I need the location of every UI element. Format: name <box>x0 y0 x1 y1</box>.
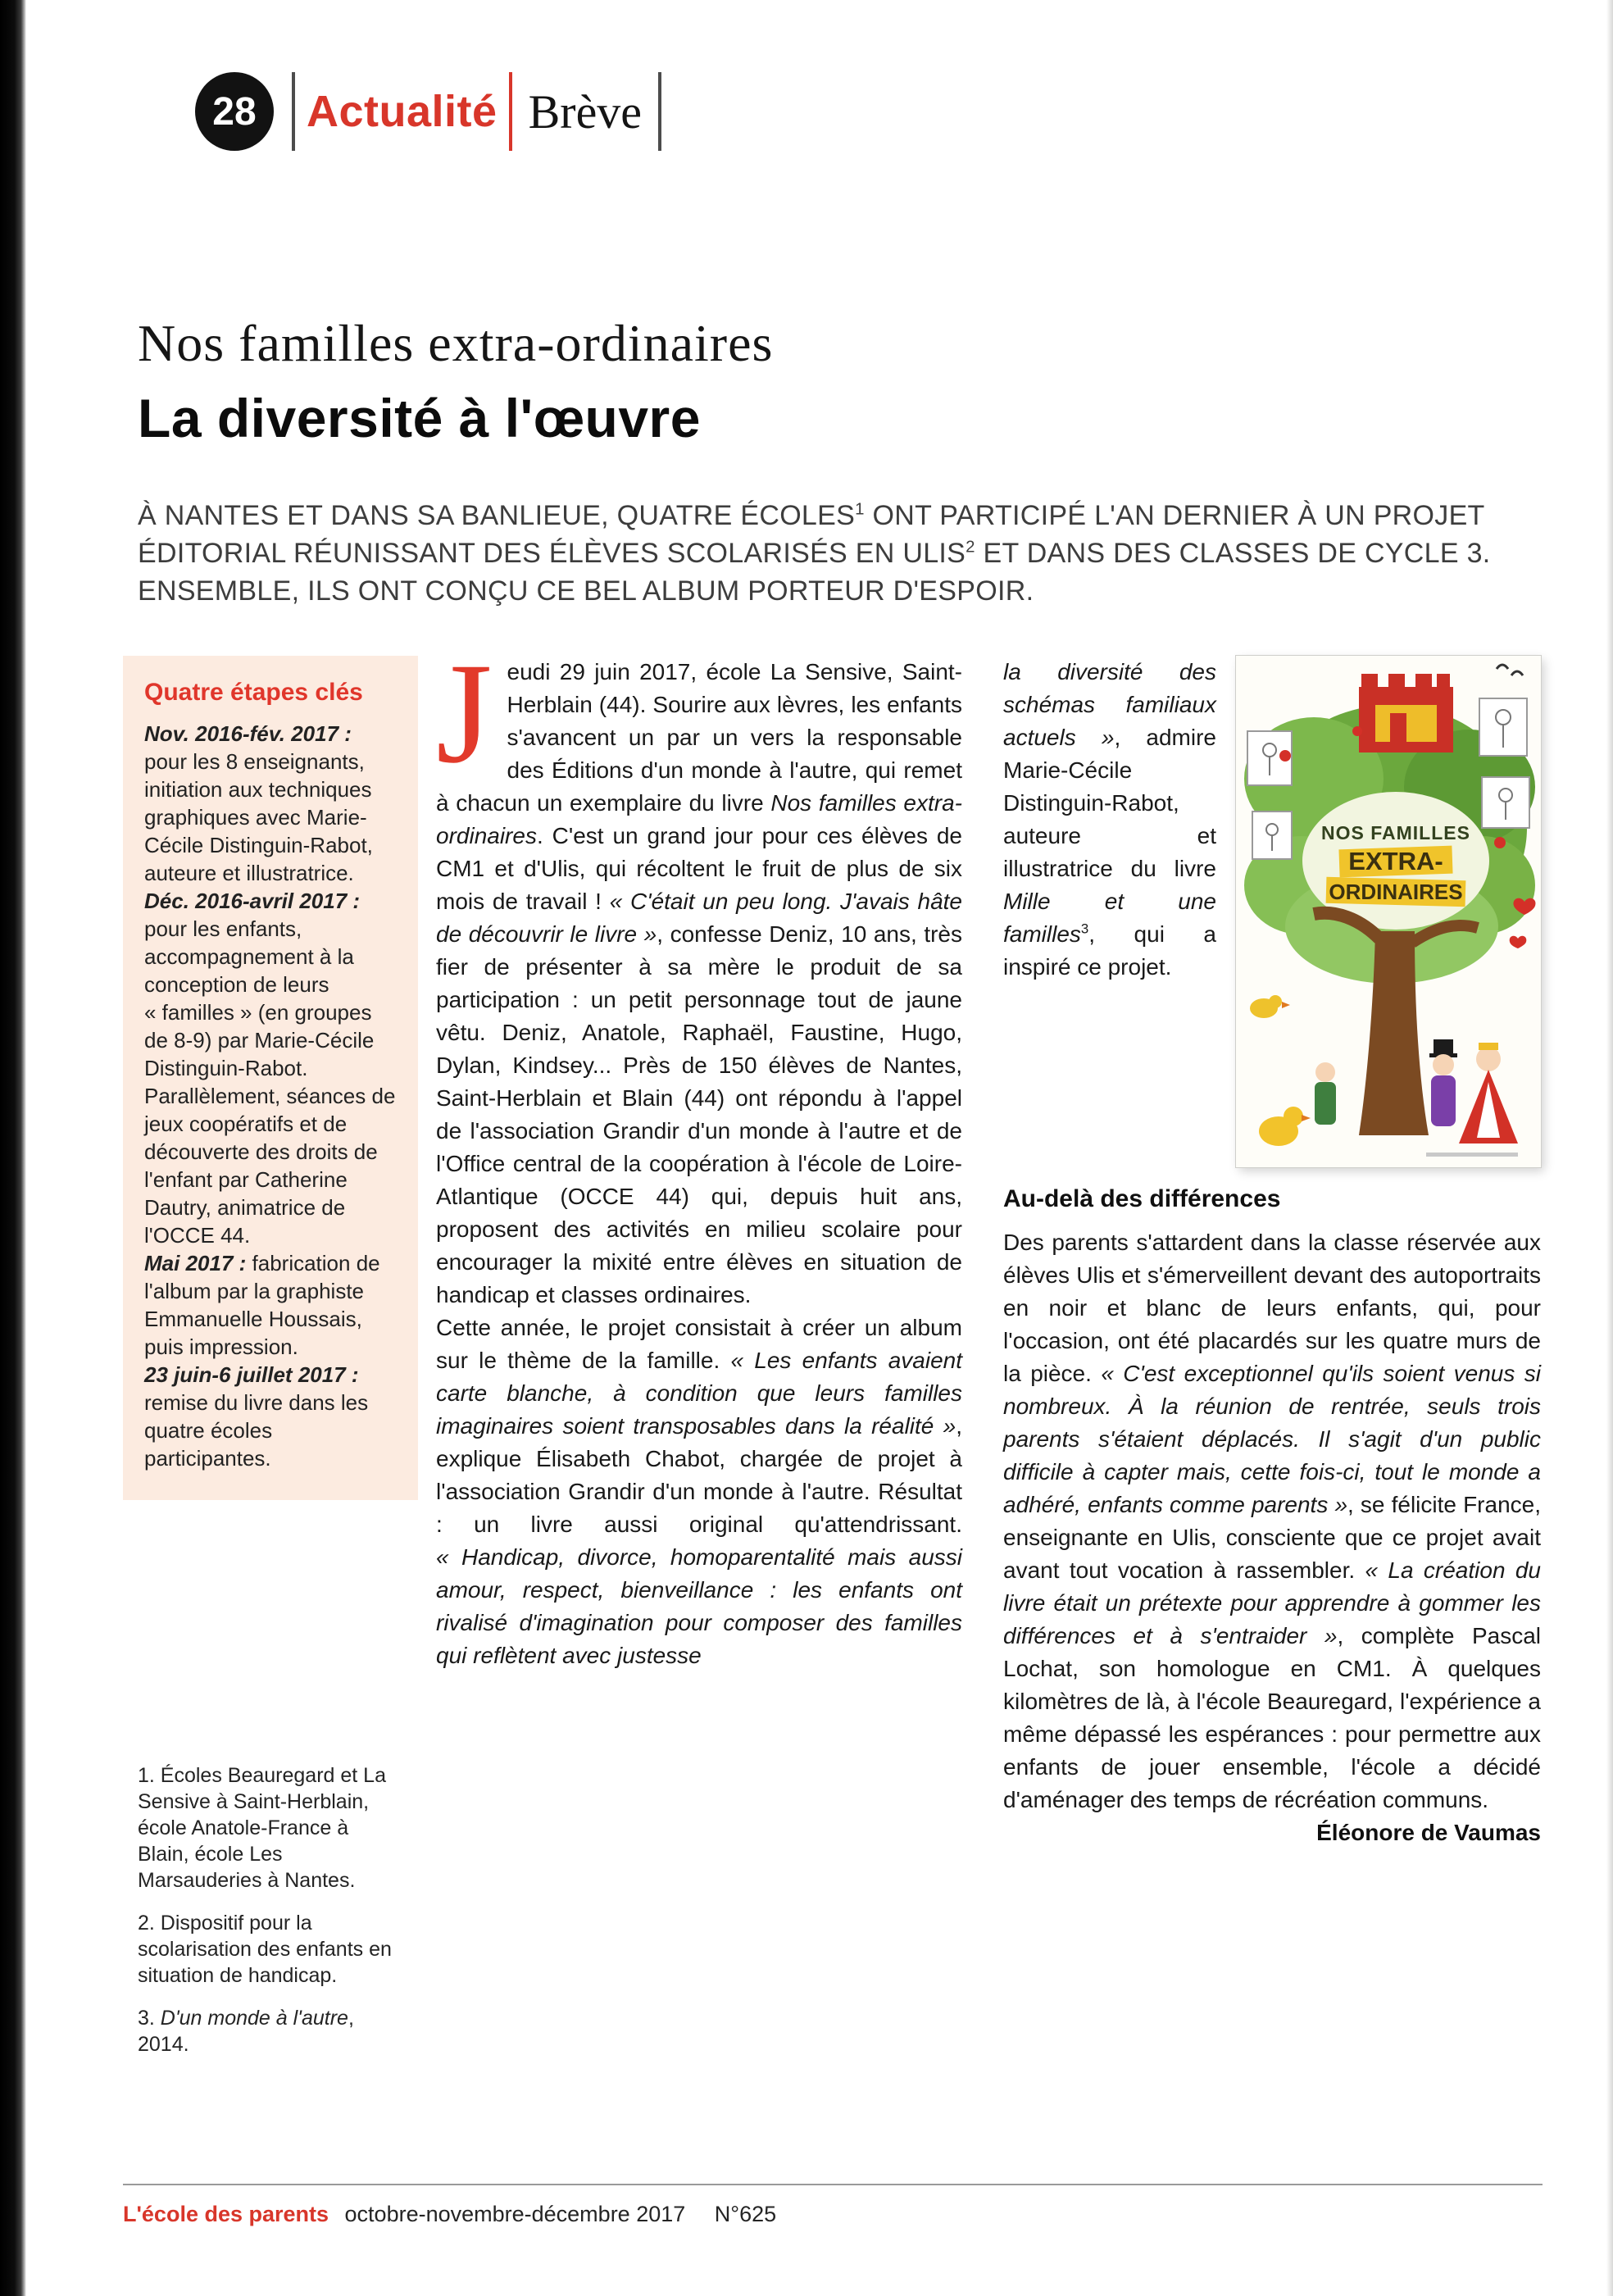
page-number-badge: 28 <box>195 72 274 151</box>
scan-edge-left <box>0 0 26 2296</box>
header-divider <box>292 72 295 151</box>
paragraph-text: eudi 29 juin 2017, école La Sensive, Saint-Herblain (44). Sourire aux lèvres, les enfants s'avancent un par un vers la responsable des Éditions d'un monde à l'autre, qui remet à chacun un exemplaire du livre Nos familles extra-ordinaires. C'est un grand jour pour ces élèves de CM1 et d'Ulis, qui récoltent le fruit de plus de six mois de travail ! « C'était un peu long. J'avais hâte de découvrir le livre », confesse Deniz, 10 ans, très fier de présenter à sa mère le produit de sa participation : un petit personnage tout de jaune vêtu. Deniz, Anatole, Raphaël, Faustine, Hugo, Dylan, Kindsey... Près de 150 élèves de Nantes, Saint-Herblain et Blain (44) ont répondu à l'appel de l'association Grandir d'un monde à l'autre et de l'Office central de la coopération à l'école de Loire-Atlantique (OCCE 44) qui, depuis huit ans, proposent des activités en milieu scolaire pour encourager la mixité entre élèves en situation de handicap et classes ordinaires. <box>436 659 963 1307</box>
subsection-label: Brève <box>528 84 643 139</box>
page-header <box>195 69 673 154</box>
section-label: Actualité <box>307 87 498 136</box>
key-steps-title: Quatre étapes clés <box>144 679 363 706</box>
standfirst: À NANTES ET DANS SA BANLIEUE, QUATRE ÉCOLES$^1$ ONT PARTICIPÉ L'AN DERNIER À UN PROJET ÉDITORIAL RÉUNISSANT DES ÉLÈVES SCOLARISÉS EN ULIS$^2$ ET DANS DES CLASSES DE CYCLE 3. ENSEMBLE, ILS ONT CONÇU CE BEL ALBUM PORTEUR D'ESPOIR. <box>138 500 1491 607</box>
issue-number: N°625 <box>714 2202 777 2226</box>
key-steps-paragraph: Mai 2017 : fabrication de l'album par la graphiste Emmanuelle Houssais, puis impression. <box>144 1251 380 1359</box>
article-paragraph <box>1003 1226 1542 1845</box>
left-column <box>123 656 418 1500</box>
footnote: 3. D'un monde à l'autre, 2014. <box>138 2007 354 2056</box>
article-headline: La diversité à l'œuvre <box>138 388 701 448</box>
author-byline: Éléonore de Vaumas <box>1316 1820 1541 1845</box>
drop-cap: J <box>436 634 493 793</box>
cover-title-mid: EXTRA- <box>1348 847 1443 875</box>
header-divider <box>658 72 661 151</box>
section-subheading: Au-delà des différences <box>1003 1185 1281 1212</box>
right-column <box>1003 656 1541 1849</box>
center-column <box>436 634 963 1672</box>
magazine-name: L'école des parents <box>123 2202 329 2226</box>
key-steps-paragraph: Déc. 2016-avril 2017 : pour les enfants, accompagnement à la conception de leurs « familles » (en groupes de 8-9) par Marie-Cécile Distinguin-Rabot. Parallèlement, séances de jeux coopératifs et de découverte des droits de l'enfant par Catherine Dautry, animatrice de l'OCCE 44. <box>144 889 396 1248</box>
article-paragraph: Cette année, le projet consistait à créer un album sur le thème de la famille. « Les enfants avaient carte blanche, à condition que leurs familles imaginaires soient transposables dans la réalité », explique Élisabeth Chabot, chargée de projet à l'association Grandir d'un monde à l'autre. Résultat : un livre aussi original qu'attendrissant. « Handicap, divorce, homoparentalité mais aussi amour, respect, bienveillance : les enfants ont rivalisé d'imagination pour composer des familles qui reflètent avec justesse <box>436 1315 962 1668</box>
paragraph-text: Des parents s'attardent dans la classe réservée aux élèves Ulis et s'émerveillent devant des autoportraits en noir et blanc de leurs enfants, qui, pour l'occasion, ont été placardés sur les quatre murs de la pièce. « C'est exceptionnel qu'ils soient venus si nombreux. À la réunion de rentrée, seuls trois parents s'étaient déplacés. Il s'agit d'un public difficile à capter mais, cette fois-ci, tout le monde a adhéré, enfants comme parents », se félicite France, enseignante en Ulis, consciente que ce projet avait avant tout vocation à rassembler. « La création du livre était un prétexte pour apprendre à gommer les différences et à s'entraider », complète Pascal Lochat, son homologue en CM1. À quelques kilomètres de là, à l'école Beauregard, l'expérience a même dépassé les espérances : pour permettre aux enfants de jouer ensemble, l'école a décidé d'aménager des temps de récréation communs. <box>1003 1230 1542 1812</box>
header-divider-red <box>509 72 512 151</box>
cover-title-bottom: ORDINAIRES <box>1329 880 1463 904</box>
article-kicker-title: Nos familles extra-ordinaires <box>138 314 774 372</box>
cover-title-top: NOS FAMILLES <box>1321 822 1470 843</box>
key-steps-box <box>123 656 418 1500</box>
footnote: 2. Dispositif pour la scolarisation des enfants en situation de handicap. <box>138 1912 392 1987</box>
article-paragraph <box>436 634 963 1312</box>
key-steps-paragraph: Nov. 2016-fév. 2017 : pour les 8 enseignants, initiation aux techniques graphiques avec Marie-Cécile Distinguin-Rabot, auteure et illustratrice. <box>144 721 373 885</box>
scan-edge-right <box>1606 0 1613 2296</box>
book-cover-image <box>1236 656 1541 1167</box>
key-steps-paragraph: 23 juin-6 juillet 2017 : remise du livre dans les quatre écoles participantes. <box>144 1362 369 1471</box>
issue-date: octobre-novembre-décembre 2017 <box>344 2202 686 2226</box>
footnotes <box>138 1762 393 2074</box>
article-paragraph: la diversité des schémas familiaux actuels », admire Marie-Cécile Distinguin-Rabot, auteure et illustratrice du livre Mille et une familles$^3$, qui a inspiré ce projet. <box>1003 659 1216 980</box>
page-footer <box>123 2184 1543 2227</box>
book-cover-illustration <box>1236 656 1541 1167</box>
footnote: 1. Écoles Beauregard et La Sensive à Saint-Herblain, école Anatole-France à Blain, école Les Marsauderies à Nantes. <box>138 1764 386 1892</box>
